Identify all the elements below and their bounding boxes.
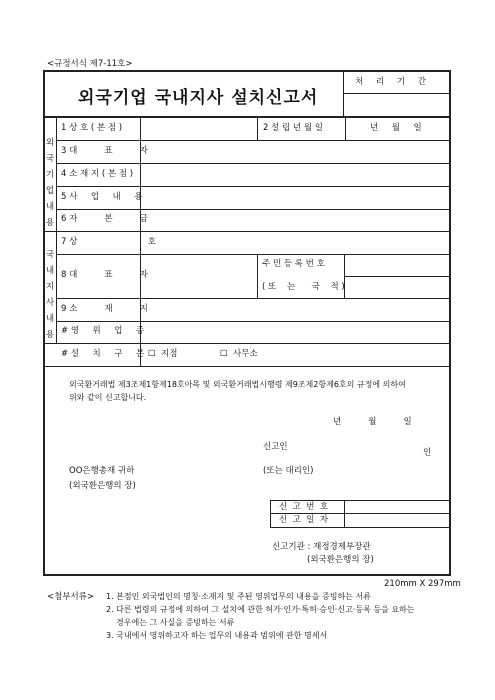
attachment-item: 경우에는 그 사실을 증빙하는 서류 [116, 618, 235, 627]
report-box-mid [270, 513, 450, 514]
r2-divider-left [257, 116, 258, 140]
report-date-label: 신 고 일 자 [279, 515, 329, 525]
attachment-item: 3. 국내에서 영위하고자 하는 업무의 내용과 범위에 관한 명세서 [106, 631, 328, 640]
attachments-list [106, 590, 415, 642]
frame-top [43, 70, 450, 72]
label-branch-representative: 8 대 표 자 [61, 270, 148, 280]
paper-size: 210mm X 297mm [384, 579, 461, 589]
row-line [56, 254, 450, 255]
reporting-authority: 신고기관 : 재정경제부장관 [272, 542, 371, 552]
row-line [43, 343, 450, 344]
reporting-authority-sub: (외국환은행의 장) [307, 555, 374, 565]
row-line [56, 321, 450, 322]
report-box-left [270, 500, 271, 527]
proxy-label: (또는 대리인) [263, 466, 314, 476]
report-box-divider [344, 500, 345, 527]
seal-mark: 인 [423, 448, 432, 458]
label-branch-location: 9 소 재 지 [61, 304, 148, 314]
label-capital: 6 자 본 금 [61, 214, 148, 224]
row-line [43, 366, 450, 367]
declaration-text: 외국환거래법 제3조제1항제18호아목 및 외국환거래법시행령 제9조제2항제6호의 규정에 의하여 위와 같이 신고합니다. [69, 380, 406, 402]
option-office-checkbox[interactable]: ☐ 사무소 [220, 349, 258, 359]
row-line [56, 209, 450, 210]
label-establishment-date: 2 설 립 년 월 일 [263, 123, 323, 133]
label-installation-type: # 설 치 구 분 [61, 349, 145, 359]
attachment-item: 2. 다른 법령의 규정에 의하여 그 설치에 관한 허가·인가·특허·승인·신고·등록 등을 요하는 [106, 605, 415, 614]
section-foreign-company-label: 외 국 기 업 내 용 [45, 138, 55, 228]
addressee: OO은행총재 귀하 [69, 466, 135, 476]
label-resident-number: 주 민 등 록 번 호 [262, 259, 325, 269]
row-line [56, 163, 450, 164]
section-divider [43, 231, 450, 232]
row-line [56, 186, 450, 187]
report-box-bottom [270, 527, 450, 528]
section-branch-label: 국 내 지 사 내 용 [45, 250, 55, 340]
option-branch-checkbox[interactable]: ☐ 지점 [148, 349, 178, 359]
form-title: 외국기업 국내지사 설치신고서 [78, 88, 319, 108]
label-hq-location: 4 소 재 지 ( 본 점 ) [61, 169, 134, 179]
title-bottom-line [43, 116, 450, 118]
label-branch-trade-name: 7 상 호 [61, 237, 156, 247]
addressee-sub: (외국환은행의 장) [69, 481, 136, 491]
frame-bottom [43, 574, 451, 576]
r2-divider-right [345, 116, 346, 140]
label-representative: 3 대 표 자 [61, 146, 148, 156]
attachment-item: 1. 본점인 외국법인의 명칭·소재지 및 주된 영위업무의 내용을 증빙하는 서류 [106, 592, 371, 601]
section-label-divider [56, 116, 57, 343]
processing-period-label: 처 리 기 간 [355, 77, 431, 87]
rrn-divider-left [257, 254, 258, 298]
row-line [344, 276, 450, 277]
label-or-nationality: ( 또 는 국 적 ) [262, 282, 345, 292]
row-line [56, 298, 450, 299]
applicant-label: 신고인 [263, 442, 288, 452]
attachments-label: <첨부서류> [47, 592, 95, 602]
declaration-date: 년 월 일 [333, 417, 412, 427]
label-trade-name-hq: 1 상 호 ( 본 점 ) [61, 123, 123, 133]
form-code: <규정서식 제7-11호> [47, 59, 133, 69]
label-business-content: 5 사 업 내 용 [61, 192, 143, 202]
report-box-top [270, 500, 450, 501]
row-line [56, 140, 450, 141]
report-number-label: 신 고 번 호 [279, 502, 329, 512]
processing-mid-line [343, 93, 449, 94]
value-establishment-date: 년 월 일 [370, 123, 422, 133]
label-business-type: # 영 위 업 종 [61, 326, 145, 336]
